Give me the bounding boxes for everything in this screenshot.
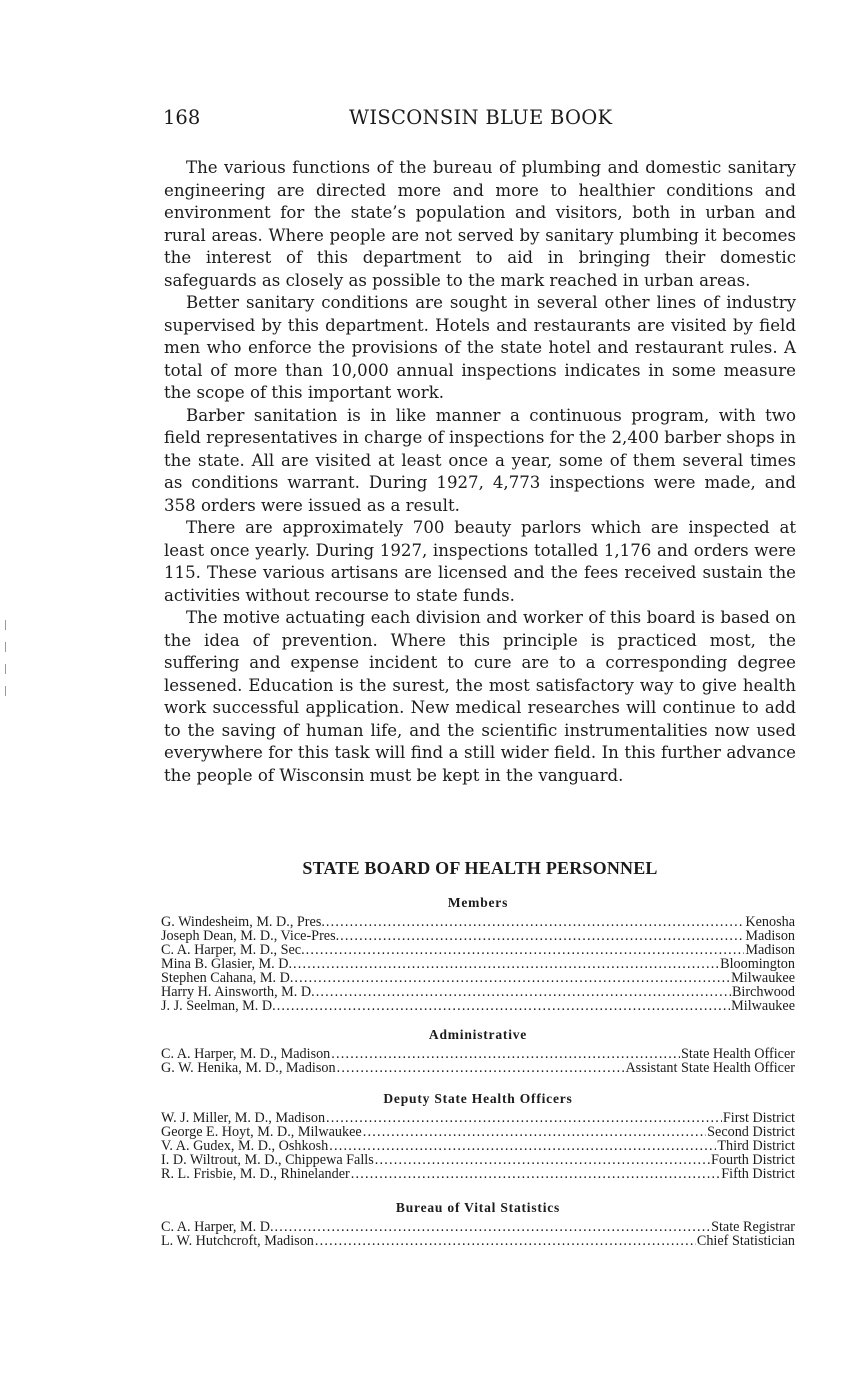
dot-leader	[337, 1061, 625, 1075]
roster-heading: Deputy State Health Officers	[383, 1091, 573, 1106]
dot-leader	[315, 1234, 696, 1248]
entry-value: Second District	[707, 1124, 795, 1140]
dot-leader	[363, 1125, 706, 1139]
roster-entry	[161, 985, 795, 999]
dot-leader	[306, 943, 745, 957]
roster-entry	[161, 1220, 795, 1234]
page-number: 168	[163, 106, 201, 129]
paragraph-plumbing: The various functions of the bureau of plumbing and domestic sanitary engineering are directed more and more to healthier conditions and environment for the state’s population and visitors, both in urban and rural areas. Where people are not served by sanitary plumbing it becomes the interest of this department to aid in bringing their domestic safeguards as closely as possible to the mark reached in urban areas.	[164, 158, 796, 290]
dot-leader	[326, 1111, 722, 1125]
roster-entry	[161, 1153, 795, 1167]
paragraph-prevention: The motive actuating each division and worker of this board is based on the idea of prevention. Where this principle is practiced most, the suffering and expense incident to cure are to a corresponding degree lessened. Education is the surest, the most satisfactory way to give health work successful application. New medical researches will continue to add to the saving of human life, and the scientific instrumentalities now used everywhere for this task will find a still wider field. In this further advance the people of Wisconsin must be kept in the vanguard.	[164, 608, 796, 785]
roster-entry	[161, 999, 795, 1013]
running-head	[163, 106, 797, 132]
margin-marks	[4, 620, 7, 730]
roster-entry	[161, 1125, 795, 1139]
entry-name: Joseph Dean, M. D., Vice-Pres.	[161, 928, 340, 944]
entry-value: State Registrar	[711, 1219, 795, 1235]
margin-mark	[5, 642, 6, 652]
dot-leader	[316, 985, 731, 999]
entry-value: First District	[722, 1110, 795, 1126]
roster-heading: Administrative	[428, 1027, 528, 1042]
entry-name: J. J. Seelman, M. D.	[161, 998, 276, 1014]
entry-value: Fourth District	[711, 1152, 795, 1168]
roster-entry	[161, 929, 795, 943]
roster-entry	[161, 943, 795, 957]
dot-leader	[293, 957, 719, 971]
dot-leader	[326, 915, 744, 929]
vital-statistics-roster	[161, 1200, 795, 1248]
entry-value: Third District	[717, 1138, 795, 1154]
margin-mark	[5, 664, 6, 674]
members-roster	[161, 895, 795, 1013]
deputy-roster	[161, 1091, 795, 1181]
roster-entry	[161, 1167, 795, 1181]
entry-name: L. W. Hutchcroft, Madison	[161, 1233, 314, 1249]
body-text	[164, 157, 796, 787]
entry-value: Milwaukee	[731, 970, 795, 986]
roster-entry	[161, 1111, 795, 1125]
paragraph-beauty-parlors: There are approximately 700 beauty parlors which are inspected at least once yearly. During 1927, inspections totalled 1,176 and orders were 115. These various artisans are licensed and the fees received sustain the activities without recourse to state funds.	[164, 518, 796, 605]
dot-leader	[294, 971, 730, 985]
entry-name: C. A. Harper, M. D., Sec.	[161, 942, 305, 958]
entry-value: State Health Officer	[681, 1046, 795, 1062]
roster-entry	[161, 971, 795, 985]
paragraph-barbers: Barber sanitation is in like manner a continuous program, with two field representatives in charge of inspections for the 2,400 barber shops in the state. All are visited at least once a year, some of them several times as conditions warrant. During 1927, 4,773 inspections were made, and 358 orders were issued as a result.	[164, 405, 796, 515]
roster-heading: Bureau of Vital Statistics	[395, 1200, 561, 1215]
entry-value: Kenosha	[745, 914, 795, 930]
margin-mark	[5, 686, 6, 696]
dot-leader	[331, 1047, 680, 1061]
entry-value: Birchwood	[731, 984, 795, 1000]
roster-entry	[161, 1139, 795, 1153]
dot-leader	[329, 1139, 716, 1153]
entry-name: C. A. Harper, M. D., Madison	[161, 1046, 331, 1062]
margin-mark	[5, 620, 6, 630]
administrative-roster	[161, 1027, 795, 1075]
entry-name: George E. Hoyt, M. D., Milwaukee	[161, 1124, 362, 1140]
dot-leader	[275, 1220, 711, 1234]
roster-entry	[161, 1234, 795, 1248]
section-title: STATE BOARD OF HEALTH PERSONNEL	[302, 858, 658, 878]
dot-leader	[351, 1167, 721, 1181]
entry-name: Harry H. Ainsworth, M. D.	[161, 984, 315, 1000]
entry-name: I. D. Wiltrout, M. D., Chippewa Falls	[161, 1152, 374, 1168]
roster-entry	[161, 957, 795, 971]
dot-leader	[340, 929, 744, 943]
entry-value: Fifth District	[721, 1166, 795, 1182]
entry-name: R. L. Frisbie, M. D., Rhinelander	[161, 1166, 350, 1182]
roster-heading: Members	[447, 895, 509, 910]
entry-name: W. J. Miller, M. D., Madison	[161, 1110, 326, 1126]
entry-value: Assistant State Health Officer	[625, 1060, 795, 1076]
entry-name: V. A. Gudex, M. D., Oshkosh	[161, 1138, 329, 1154]
entry-name: Mina B. Glasier, M. D.	[161, 956, 293, 972]
entry-value: Bloomington	[720, 956, 795, 972]
entry-value: Madison	[745, 928, 795, 944]
paragraph-hotels: Better sanitary conditions are sought in several other lines of industry supervised by this department. Hotels and restaurants are visited by field men who enforce the provisions of the state hotel and restaurant rules. A total of more than 10,000 annual inspections indicates in some measure the scope of this important work.	[164, 293, 796, 402]
entry-name: C. A. Harper, M. D.	[161, 1219, 274, 1235]
entry-name: G. W. Henika, M. D., Madison	[161, 1060, 336, 1076]
entry-value: Madison	[745, 942, 795, 958]
roster-entry	[161, 1047, 795, 1061]
roster-entry	[161, 915, 795, 929]
roster-entry	[161, 1061, 795, 1075]
entry-name: Stephen Cahana, M. D.	[161, 970, 294, 986]
book-title: WISCONSIN BLUE BOOK	[349, 106, 613, 129]
entry-value: Milwaukee	[731, 998, 795, 1014]
entry-value: Chief Statistician	[696, 1233, 795, 1249]
dot-leader	[277, 999, 730, 1013]
dot-leader	[375, 1153, 710, 1167]
entry-name: G. Windesheim, M. D., Pres.	[161, 914, 325, 930]
